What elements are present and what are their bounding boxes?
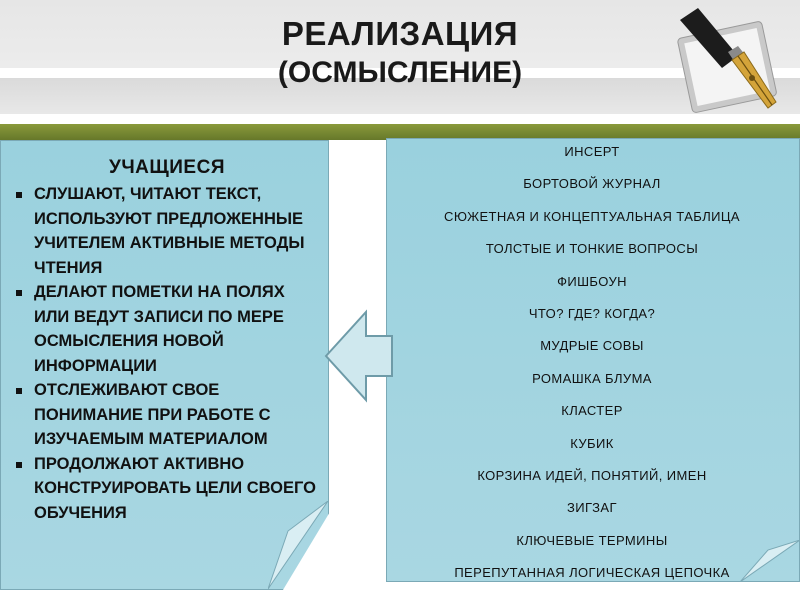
- bullet-item: [12, 378, 322, 452]
- title-line-1: РЕАЛИЗАЦИЯ: [281, 15, 519, 52]
- method-item: ПЕРЕПУТАННАЯ ЛОГИЧЕСКАЯ ЦЕПОЧКА: [454, 565, 730, 581]
- method-item: РОМАШКА БЛУМА: [532, 370, 652, 386]
- title-line-2: (ОСМЫСЛЕНИЕ): [277, 56, 523, 89]
- left-panel-heading: УЧАЩИЕСЯ: [109, 157, 225, 178]
- fountain-pen-icon: [672, 6, 792, 124]
- bullet-item: [12, 182, 322, 280]
- bullet-square-icon: [16, 388, 22, 394]
- method-item: КУБИК: [570, 435, 614, 451]
- method-item: КЛАСТЕР: [561, 403, 623, 419]
- bullet-text: ОТСЛЕЖИВАЮТ СВОЕ ПОНИМАНИЕ ПРИ РАБОТЕ С ИЗУЧАЕМЫМ МАТЕРИАЛОМ: [34, 381, 271, 448]
- method-item: КЛЮЧЕВЫЕ ТЕРМИНЫ: [516, 532, 668, 548]
- method-item: МУДРЫЕ СОВЫ: [540, 338, 644, 354]
- method-item: КОРЗИНА ИДЕЙ, ПОНЯТИЙ, ИМЕН: [477, 467, 707, 483]
- bullet-text: ПРОДОЛЖАЮТ АКТИВНО КОНСТРУИРОВАТЬ ЦЕЛИ СВОЕГО ОБУЧЕНИЯ: [34, 454, 316, 522]
- left-arrow-icon: [322, 306, 394, 406]
- method-item: ИНСЕРТ: [564, 144, 620, 159]
- methods-list: [386, 140, 798, 593]
- bullet-text: ДЕЛАЮТ ПОМЕТКИ НА ПОЛЯХ ИЛИ ВЕДУТ ЗАПИСИ ПО МЕРЕ ОСМЫСЛЕНИЯ НОВОЙ ИНФОРМАЦИИ: [34, 283, 285, 375]
- left-panel-content: [12, 156, 322, 525]
- method-item: ФИШБОУН: [557, 273, 627, 289]
- method-item: СЮЖЕТНАЯ И КОНЦЕПТУАЛЬНАЯ ТАБЛИЦА: [444, 208, 740, 224]
- bullet-text: СЛУШАЮТ, ЧИТАЮТ ТЕКСТ, ИСПОЛЬЗУЮТ ПРЕДЛОЖЕННЫЕ УЧИТЕЛЕМ АКТИВНЫЕ МЕТОДЫ ЧТЕНИЯ: [34, 185, 305, 277]
- bullet-item: [12, 452, 322, 526]
- bullet-square-icon: [16, 462, 22, 468]
- method-item: ЧТО? ГДЕ? КОГДА?: [528, 305, 656, 321]
- method-item: БОРТОВОЙ ЖУРНАЛ: [523, 176, 661, 192]
- method-item: ЗИГЗАГ: [567, 500, 617, 516]
- method-item: ТОЛСТЫЕ И ТОНКИЕ ВОПРОСЫ: [485, 241, 699, 257]
- bullet-square-icon: [16, 290, 22, 296]
- bullet-square-icon: [16, 192, 22, 198]
- bullet-item: [12, 280, 322, 378]
